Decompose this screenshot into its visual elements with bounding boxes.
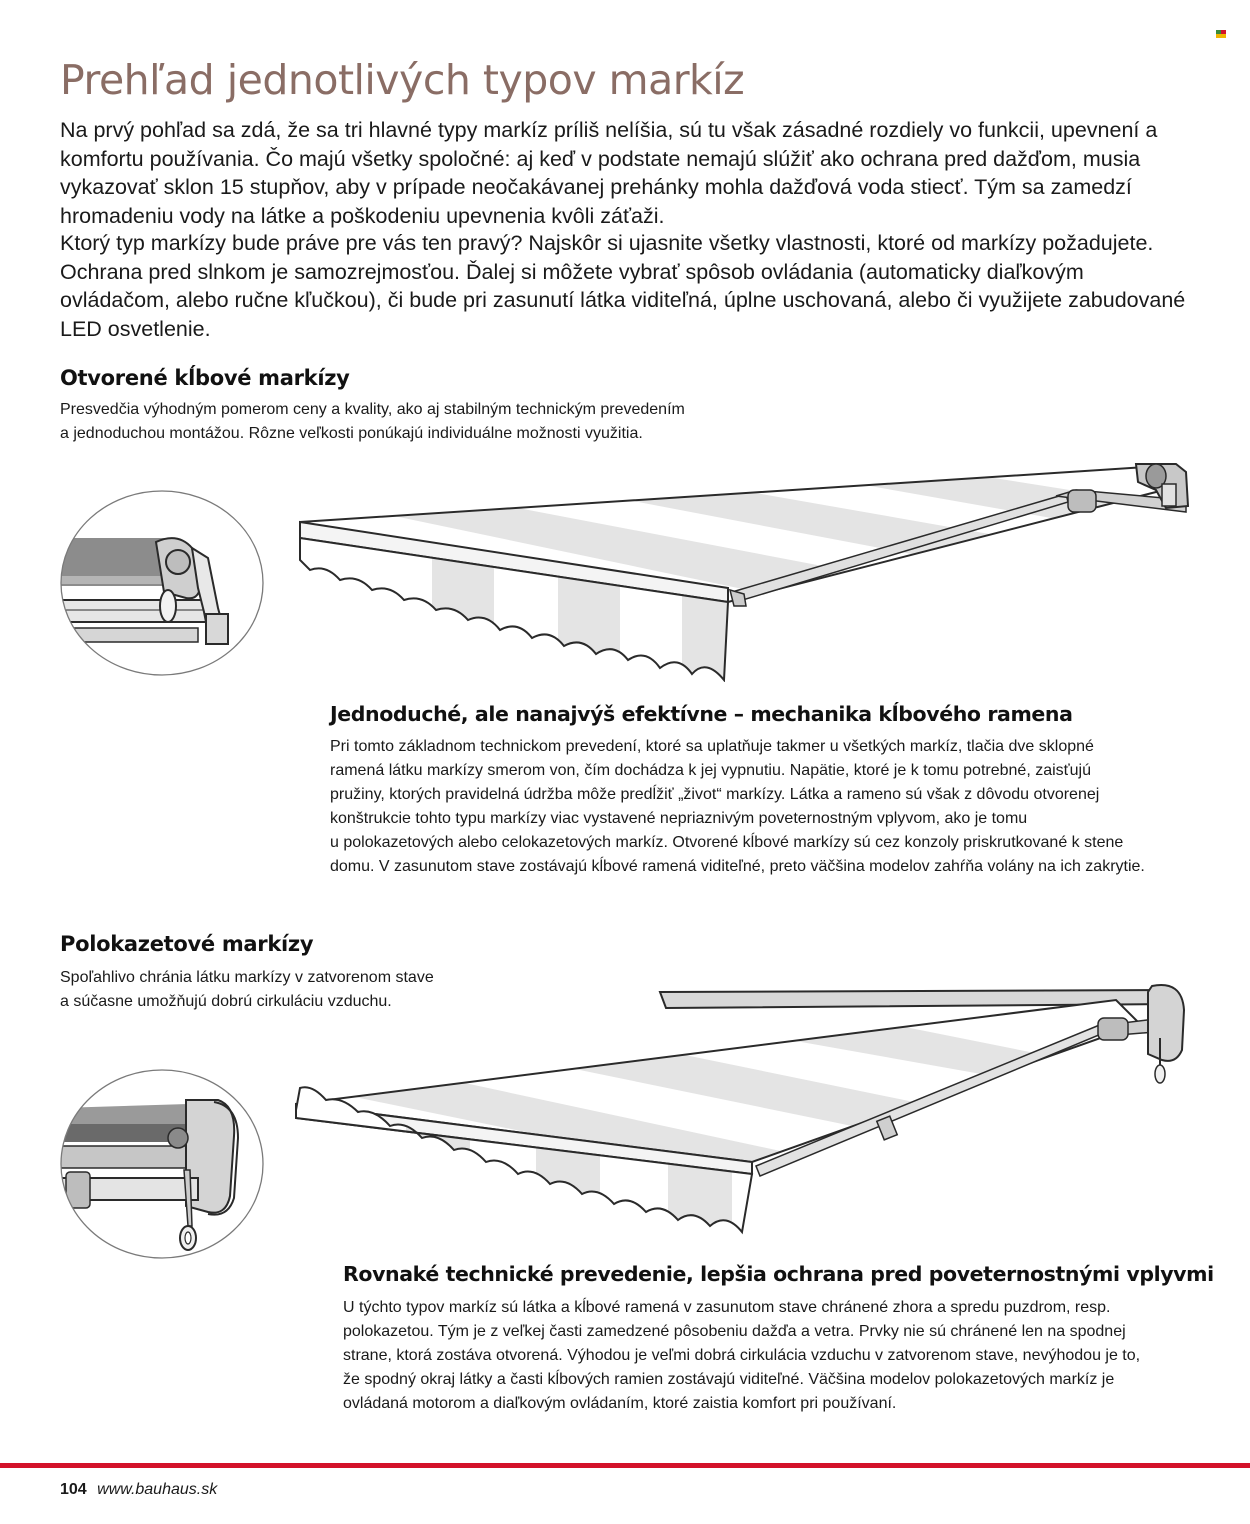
detail-circle-open-awning <box>58 488 266 678</box>
intro-paragraph: Ktorý typ markízy bude práve pre vás ten pravý? Najskôr si ujasnite všetky vlastnosti, ktoré od markízy požadujete. Ochrana pred slnkom je samozrejmosťou. Ďalej si môžete vybrať spôsob ovládania (automaticky diaľkovým ovládačom, alebo ručne kľučkou), či bude pri zasunutí látka viditeľná, úplne uschovaná, alebo či využijete zabudované LED osvetlenie. <box>60 231 1186 341</box>
subsection-text: Pri tomto základnom technickom prevedení, ktoré sa uplatňuje takmer u všetkých markíz, tlačia dve sklopné ramená látku markízy smerom von, čím dochádza k jej vypnutiu. Napätie, ktoré je k tomu potrebné, zaisťujú pružiny, ktorých pravidelná údržba môže predĺžiť „život“ markízy. Látka a rameno sú však z dôvodu otvorenej konštrukcie tohto typu markízy viac vystavené nepriaznivým poveternostným vplyvom, ako je tomu u polokazetových alebo celokazetových markíz. Otvorené kĺbové markízy sú cez konzoly priskrutkované k stene domu. V zasunutom stave zostávajú kĺbové ramená viditeľné, preto väčšina modelov zahŕňa volány na ich zakrytie. <box>330 738 1145 875</box>
footer-rule <box>0 1463 1250 1468</box>
flag-icon <box>1216 30 1226 38</box>
section-description: Presvedčia výhodným pomerom ceny a kvality, ako aj stabilným technickým prevedením a jednoduchou montážou. Rôzne veľkosti ponúkajú individuálne možnosti využitia. <box>60 401 685 442</box>
page-number: 104 <box>60 1481 87 1498</box>
detail-circle-semi-cassette <box>58 1066 266 1262</box>
subsection-heading: Rovnaké technické prevedenie, lepšia ochrana pred poveternostnými vplyvmi <box>343 1262 1214 1286</box>
intro-paragraph: Na prvý pohľad sa zdá, že sa tri hlavné typy markíz príliš nelíšia, sú tu však zásadné rozdiely vo funkcii, upevnení a komfortu používania. Čo majú všetky spoločné: aj keď v podstate nemajú slúžiť ako ochrana pred dažďom, musia vykazovať sklon 15 stupňov, aby v prípade neočakávanej prehánky mohla dažďová voda stiecť. Tým sa zamedzí hromadeniu vody na látke a poškodeniu upevnenia kvôli záťaži. <box>60 118 1158 228</box>
section-heading: Polokazetové markízy <box>60 932 314 956</box>
footer-url[interactable]: www.bauhaus.sk <box>97 1481 218 1498</box>
page-title: Prehľad jednotlivých typov markíz <box>60 56 745 104</box>
section-heading: Otvorené kĺbové markízy <box>60 366 350 390</box>
open-awning-illustration <box>296 460 1192 682</box>
semi-cassette-awning-illustration <box>290 980 1190 1242</box>
page-footer <box>60 1481 217 1499</box>
subsection-heading: Jednoduché, ale nanajvýš efektívne – mechanika kĺbového ramena <box>330 702 1073 726</box>
section-description: Spoľahlivo chránia látku markízy v zatvorenom stave a súčasne umožňujú dobrú cirkuláciu vzduchu. <box>60 969 434 1010</box>
subsection-text: U týchto typov markíz sú látka a kĺbové ramená v zasunutom stave chránené zhora a spredu puzdrom, resp. polokazetou. Tým je z veľkej časti zamedzené pôsobeniu dažďa a vetra. Prvky nie sú chránené len na spodnej strane, ktorá zostáva otvorená. Výhodou je veľmi dobrá cirkulácia vzduchu v zatvorenom stave, nevýhodou je to, že spodný okraj látky a časti kĺbových ramien zostávajú viditeľné. Väčšina modelov polokazetových markíz je ovládaná motorom a diaľkovým ovládaním, ktoré zaistia komfort pri používaní. <box>343 1299 1141 1412</box>
